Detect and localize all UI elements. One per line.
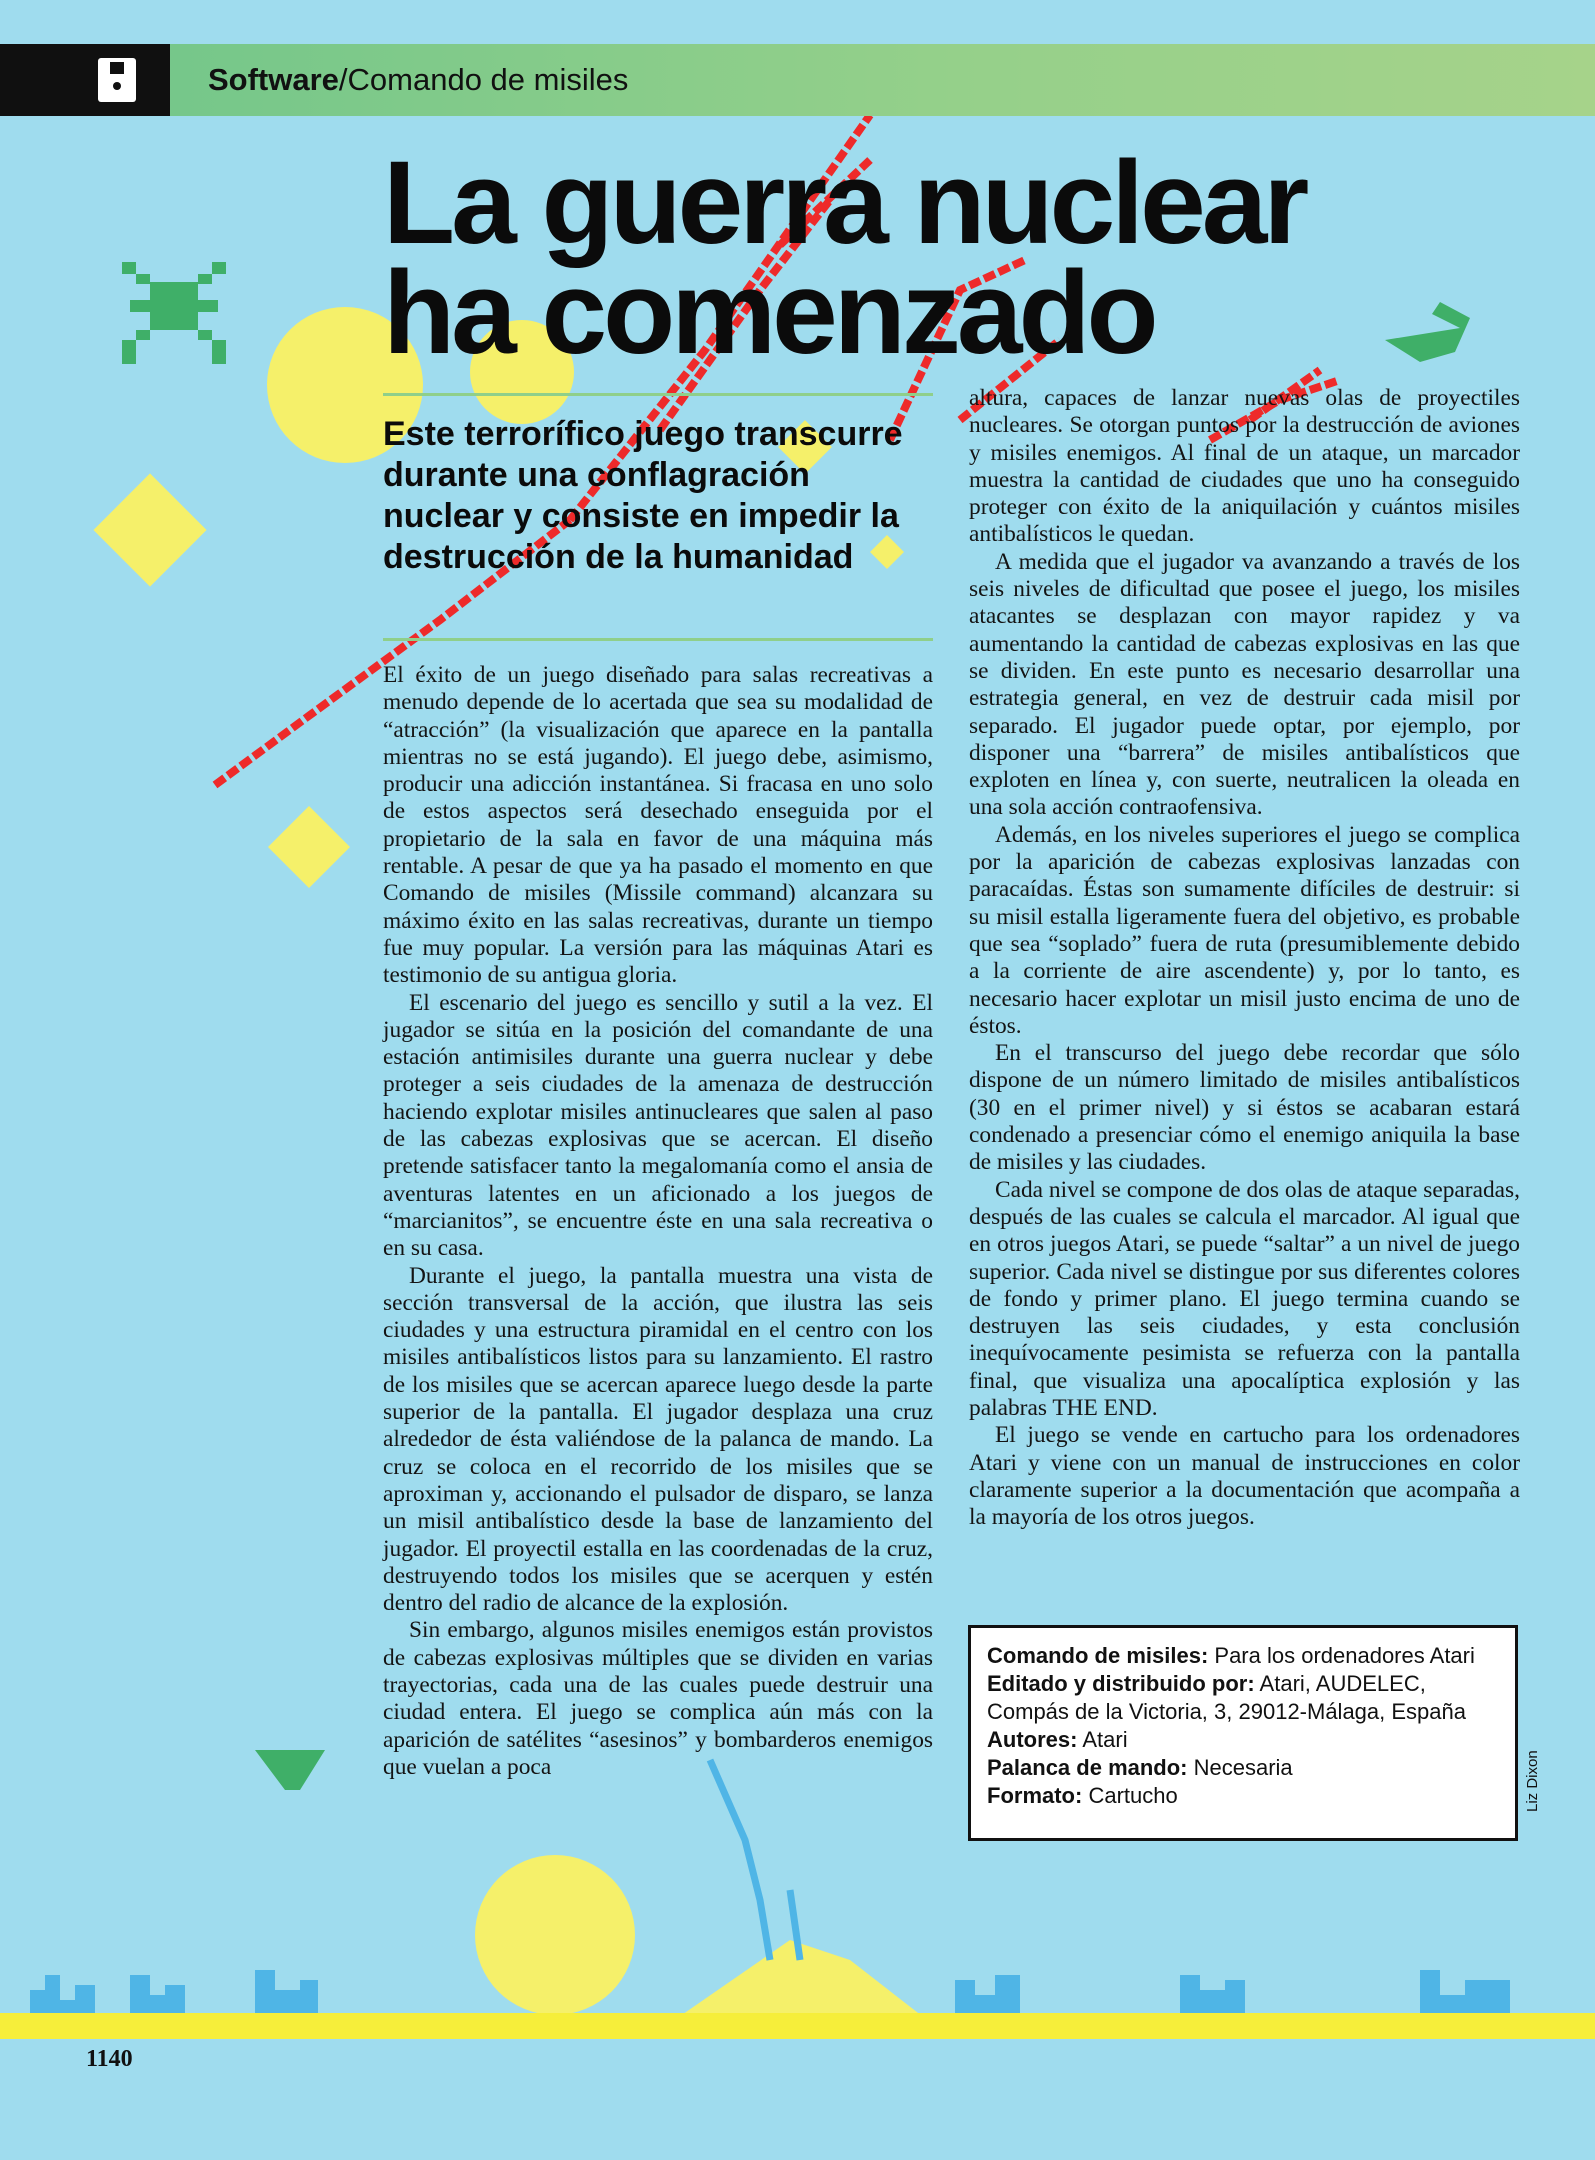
title-line-1: La guerra nuclear <box>383 137 1306 269</box>
bomber-sprite <box>1385 302 1470 362</box>
section-title <box>208 62 628 98</box>
paragraph: Cada nivel se compone de dos olas de ataque separadas, después de las cuales se calcula el marcador. Al igual que en otros juegos Atari, se puede “saltar” a un nivel de juego superior. Cada nivel se distingue por sus diferentes colores de fondo y primer plano. El juego termina cuando se destruyen las seis ciudades, y esta conclusión inequívocamente pesimista se refuerza con la pantalla final, que visualiza una apocalíptica explosión y las palabras THE END. <box>969 1176 1520 1421</box>
paragraph: Además, en los niveles superiores el juego se complica por la aparición de cabezas explosivas lanzadas con paracaídas. Éstas son sumamente difíciles de destruir: si su misil estalla ligeramente fuera del objetivo, es probable que sea “soplado” fuera de ruta (presumiblemente debido a la corriente de aire ascendente) y, por lo tanto, es necesario hacer explotar un misil justo encima de uno de éstos. <box>969 821 1520 1039</box>
city-3 <box>255 1970 318 2013</box>
paragraph: El escenario del juego es sencillo y sutil a la vez. El jugador se sitúa en la posición del comandante de una estación antimisiles durante una guerra nuclear y debe proteger a seis ciudades de la amenaza de destrucción haciendo explotar misiles antinucleares que salen al paso de las cabezas explosivas que se acercan. El diseño pretende satisfacer tanto la megalomanía como el ansia de aventuras latentes en un aficionado a los juegos de “marcianitos”, se encuentre éste en una sala recreativa o en su casa. <box>383 989 933 1262</box>
subtitle-rule-top <box>383 393 933 396</box>
info-row: Autores: Atari <box>987 1727 1128 1752</box>
section-topic: /Comando de misiles <box>338 62 629 97</box>
explosion-diamond-1 <box>93 473 206 586</box>
city-6 <box>1420 1970 1510 2013</box>
paragraph: El éxito de un juego diseñado para salas recreativas a menudo depende de lo acertada que sea su modalidad de “atracción” (la visualización que aparece en la pantalla mientras no se está jugando). El juego debe, asimismo, producir una adicción instantánea. Si fracasa en uno solo de estos aspectos será desechado enseguida por el propietario de la sala en favor de una máquina más rentable. A pesar de que ya ha pasado el momento en que Comando de misiles (Missile command) alcanzara su máximo éxito en las salas recreativas, durante un tiempo fue muy popular. La versión para las máquinas Atari es testimonio de su antigua gloria. <box>383 662 933 989</box>
page-number: 1140 <box>86 2046 133 2072</box>
paragraph: En el transcurso del juego debe recordar que sólo dispone de un número limitado de misiles antibalísticos (30 en el primer nivel) y si éstos se acabaran estará condenado a presenciar cómo el enemigo aniquila la base de misiles y las ciudades. <box>969 1040 1520 1176</box>
alien-sprite-body <box>150 282 198 330</box>
floppy-disk-icon <box>98 58 136 102</box>
header-icon-box <box>0 44 170 116</box>
info-row: Palanca de mando: Necesaria <box>987 1755 1293 1780</box>
info-row: Editado y distribuido por: Atari, AUDELEC, Compás de la Victoria, 3, 29012-Málaga, España <box>987 1671 1466 1724</box>
city-4 <box>955 1975 1020 2013</box>
paragraph: Durante el juego, la pantalla muestra una vista de sección transversal de la acción, que ilustra las seis ciudades y una estructura piramidal en el centro con los misiles antibalísticos listos para su lanzamiento. El rastro de los misiles que se acercan aparece luego desde la parte superior de la pantalla. El jugador desplaza una cruz alrededor de ésta valiéndose de la palanca de mando. La cruz se coloca en el recorrido de los misiles que se aproximan y, accionando el pulsador de disparo, se lanza un misil antibalístico desde la base de lanzamiento del jugador. El proyectil estalla en las coordenadas de la cruz, destruyendo todos los misiles que se acerquen y estén dentro del radio de alcance de la explosión. <box>383 1262 933 1617</box>
article-title <box>383 137 1343 379</box>
section-label: Software <box>208 62 339 97</box>
game-info-box <box>968 1625 1518 1841</box>
bomber-sprite-2 <box>255 1750 325 1790</box>
city-1 <box>30 1975 95 2013</box>
article-column-2 <box>969 385 1520 1531</box>
article-subtitle: Este terrorífico juego transcurre durante una conflagración nuclear y consiste en impedir la destrucción de la humanidad <box>383 415 903 576</box>
explosion-bottom <box>475 1855 635 2015</box>
paragraph: Sin embargo, algunos misiles enemigos están provistos de cabezas explosivas múltiples que se dividen en varias trayectorias, cada una de las cuales puede destruir una ciudad entera. El juego se complica aún más con la aparición de satélites “asesinos” y bombarderos enemigos que vuelan a poca <box>383 1617 933 1780</box>
article-column-1 <box>383 662 933 1781</box>
paragraph: altura, capaces de lanzar nuevas olas de proyectiles nucleares. Se otorgan puntos por la destrucción de aviones y misiles enemigos. Al final de un ataque, un marcador muestra la cantidad de ciudades que uno ha conseguido proteger con éxito de la aniquilación y cuántos misiles antibalísticos le quedan. <box>969 385 1520 548</box>
title-line-2: ha comenzado <box>383 247 1155 379</box>
city-5 <box>1180 1975 1245 2013</box>
ground-strip <box>0 2013 1595 2039</box>
paragraph: El juego se vende en cartucho para los ordenadores Atari y viene con un manual de instrucciones en color claramente superior a la documentación que acompaña a la mayoría de los otros juegos. <box>969 1422 1520 1531</box>
paragraph: A medida que el jugador va avanzando a través de los seis niveles de dificultad que posee el juego, los misiles atacantes se desplazan con mayor rapidez y va aumentando la cantidad de cabezas explosivas en las que se dividen. En este punto es necesario desarrollar una estrategia general, en vez de destruir cada misil por separado. El jugador puede optar, por ejemplo, por disponer una “barrera” de misiles antibalísticos que exploten en línea y, con suerte, neutralicen la oleada en una sola acción contraofensiva. <box>969 548 1520 821</box>
explosion-diamond-2 <box>268 806 350 888</box>
info-row: Comando de misiles: Para los ordenadores Atari <box>987 1643 1475 1668</box>
illustration-credit: Liz Dixon <box>1524 1750 1541 1812</box>
abm-trail-1 <box>710 1760 770 1960</box>
info-row: Formato: Cartucho <box>987 1783 1178 1808</box>
city-2 <box>130 1975 185 2013</box>
subtitle-rule-bottom <box>383 638 933 641</box>
